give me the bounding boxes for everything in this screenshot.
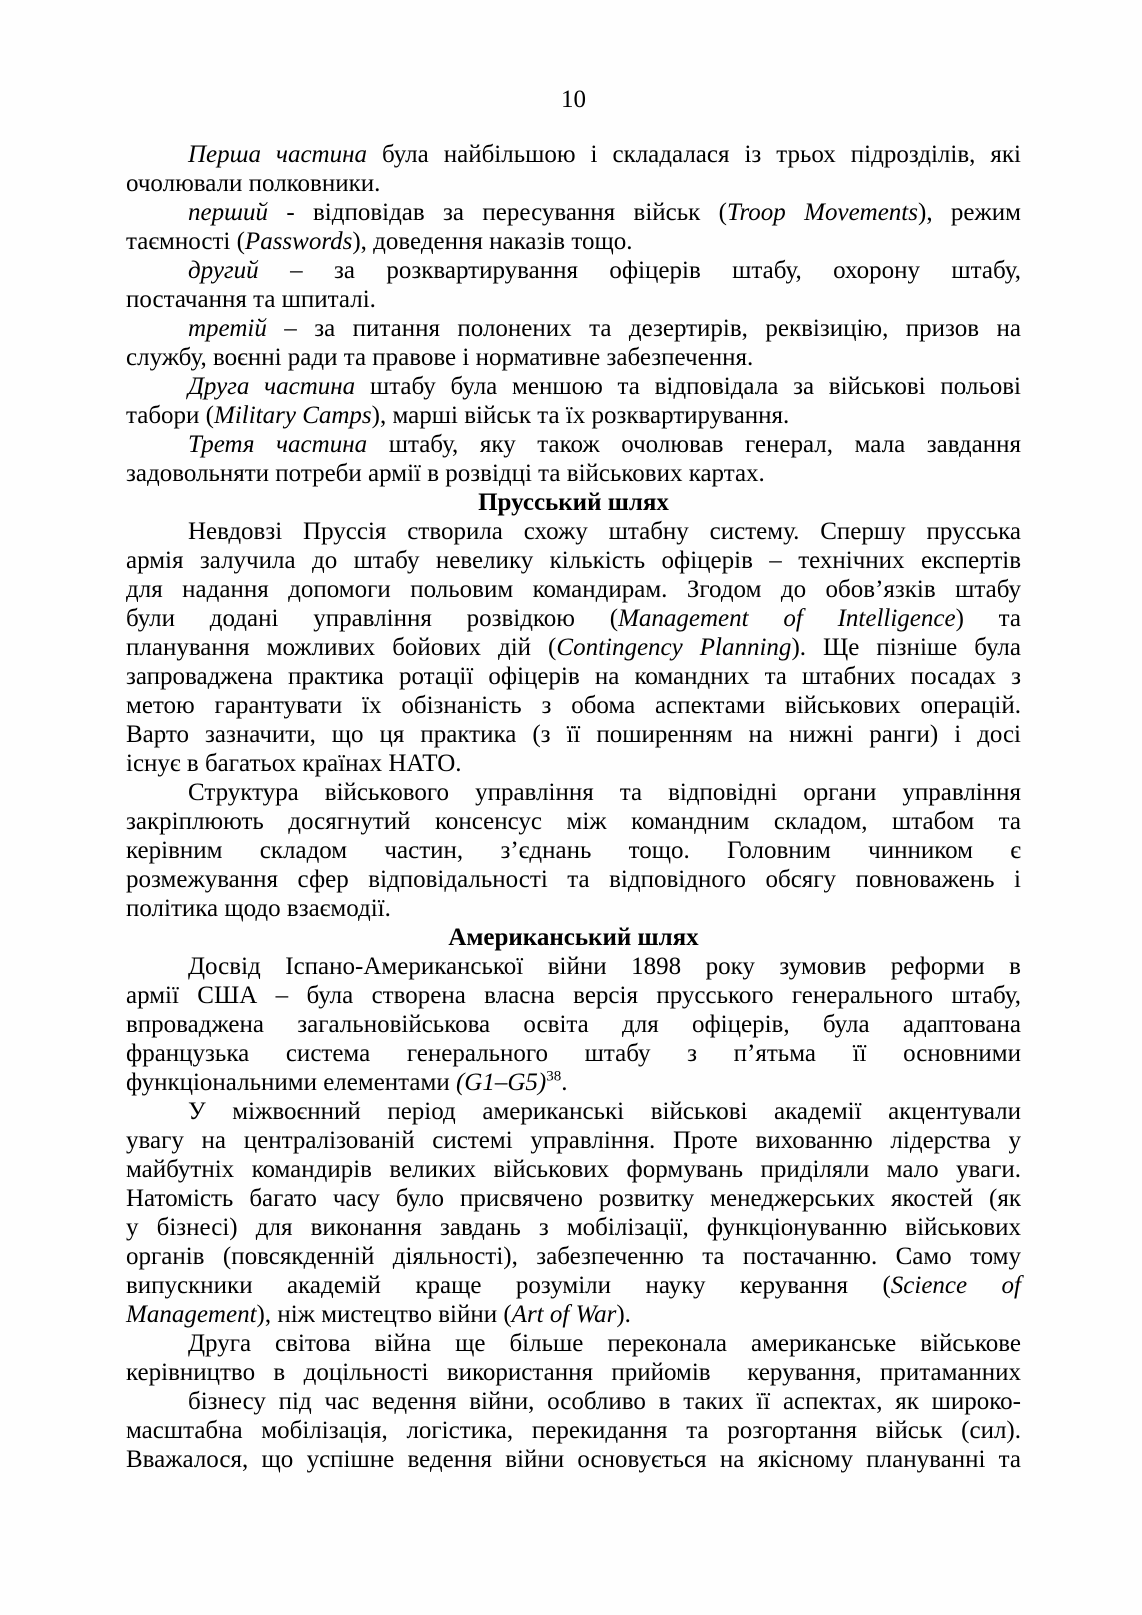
text-line bbox=[126, 807, 1021, 836]
text-run: функціональними елементами bbox=[126, 1069, 456, 1096]
text-line bbox=[126, 517, 1021, 546]
text-line bbox=[126, 1184, 1021, 1213]
text-run: ), режим bbox=[918, 199, 1021, 226]
text-run: – за розквартирування офіцерів штабу, охорону штабу, bbox=[258, 257, 1021, 284]
text-run: майбутніх командирів великих військових формувань приділяли мало уваги. bbox=[126, 1156, 1021, 1183]
text-run: бізнесу під час ведення війни, особливо в таких її аспектах, як широко- bbox=[188, 1388, 1021, 1415]
text-line bbox=[126, 778, 1021, 807]
text-line bbox=[126, 894, 1021, 923]
text-line bbox=[126, 401, 1021, 430]
text-run: Друга світова війна ще більше переконала американське військове bbox=[188, 1330, 1021, 1357]
text-line bbox=[126, 227, 1021, 256]
text-run: Вважалося, що успішне ведення війни основується на якісному плануванні та bbox=[126, 1446, 1021, 1473]
text-line bbox=[126, 981, 1021, 1010]
italic-run: Перша частина bbox=[188, 141, 382, 168]
text-run: існує в багатьох країнах НАТО. bbox=[126, 750, 462, 777]
text-line bbox=[126, 459, 1021, 488]
text-run: були додані управління розвідкою ( bbox=[126, 605, 619, 632]
text-line bbox=[126, 256, 1021, 285]
text-line bbox=[126, 140, 1021, 169]
text-line bbox=[126, 836, 1021, 865]
text-run: запроваджена практика ротації офіцерів на командних та штабних посадах з bbox=[126, 663, 1021, 690]
text-line bbox=[126, 1300, 1021, 1329]
text-run: табори ( bbox=[126, 402, 215, 429]
text-line bbox=[126, 1358, 1021, 1387]
text-line bbox=[126, 1126, 1021, 1155]
text-run: випускники академій краще розуміли науку керування ( bbox=[126, 1272, 891, 1299]
text-line bbox=[126, 1010, 1021, 1039]
section-heading: Американський шлях bbox=[448, 924, 699, 951]
text-run: політика щодо взаємодії. bbox=[126, 895, 391, 922]
italic-run: Contingency Planning bbox=[556, 634, 792, 661]
italic-run: Друга частина bbox=[188, 373, 370, 400]
text-line bbox=[126, 749, 1021, 778]
text-run: ), ніж мистецтво війни ( bbox=[256, 1301, 512, 1328]
text-line bbox=[126, 1039, 1021, 1068]
text-run: для надання допомоги польовим командирам. Згодом до обов’язків штабу bbox=[126, 576, 1021, 603]
footnote-reference: 38 bbox=[546, 1068, 562, 1085]
paragraph bbox=[126, 1387, 1021, 1474]
text-run: розмежування сфер відповідальності та відповідного обсягу повноважень і bbox=[126, 866, 1021, 893]
text-run: Структура військового управління та відповідні органи управління bbox=[188, 779, 1021, 806]
text-line bbox=[126, 662, 1021, 691]
text-run: керівним складом частин, з’єднань тощо. Головним чинником є bbox=[126, 837, 1021, 864]
italic-run: перший bbox=[188, 199, 268, 226]
text-line bbox=[126, 198, 1021, 227]
text-run: . bbox=[561, 1069, 568, 1096]
text-line bbox=[126, 343, 1021, 372]
text-run: У міжвоєнний період американські військові академії акцентували bbox=[188, 1098, 1021, 1125]
italic-run: Management bbox=[126, 1301, 257, 1328]
text-line bbox=[126, 430, 1021, 459]
text-run: армія залучила до штабу невелику кількість офіцерів – технічних експертів bbox=[126, 547, 1021, 574]
text-line bbox=[126, 1329, 1021, 1358]
text-line bbox=[126, 1387, 1021, 1416]
text-run: ). Ще пізніше була bbox=[791, 634, 1021, 661]
text-line bbox=[126, 952, 1021, 981]
paragraph bbox=[126, 1097, 1021, 1329]
text-line bbox=[126, 314, 1021, 343]
text-run: постачання та шпиталі. bbox=[126, 286, 376, 313]
text-run: метою гарантувати їх обізнаність з обома аспектами військових операцій. bbox=[126, 692, 1021, 719]
italic-run: Management of Intelligence bbox=[618, 605, 956, 632]
paragraph bbox=[126, 778, 1021, 923]
text-run: увагу на централізованій системі управління. Проте вихованню лідерства у bbox=[126, 1127, 1021, 1154]
text-run: таємності ( bbox=[126, 228, 245, 255]
italic-run: Troop Movements bbox=[726, 199, 918, 226]
text-run: Варто зазначити, що ця практика (з її поширенням на нижні ранги) і досі bbox=[126, 721, 1021, 748]
italic-run: другий bbox=[188, 257, 259, 284]
italic-run: Третя частина bbox=[188, 431, 389, 458]
text-line bbox=[126, 1416, 1021, 1445]
italic-run: Passwords bbox=[244, 228, 353, 255]
text-line bbox=[126, 169, 1021, 198]
paragraph bbox=[126, 952, 1021, 1097]
page-content bbox=[126, 85, 1021, 1474]
italic-run: Science of bbox=[890, 1272, 1021, 1299]
text-run: була найбільшою і складалася із трьох підрозділів, які bbox=[381, 141, 1021, 168]
text-run: керівництво в доцільності використання прийомів керування, притаманних bbox=[126, 1359, 1021, 1386]
text-line bbox=[126, 720, 1021, 749]
text-line bbox=[126, 546, 1021, 575]
text-run: французька система генерального штабу з п’ятьма її основними bbox=[126, 1040, 1021, 1067]
text-run: очолювали полковники. bbox=[126, 170, 381, 197]
text-run: масштабна мобілізація, логістика, перекидання та розгортання військ (сил). bbox=[126, 1417, 1021, 1444]
paragraph bbox=[126, 140, 1021, 198]
text-line bbox=[126, 1271, 1021, 1300]
text-line bbox=[126, 285, 1021, 314]
italic-run: (G1–G5) bbox=[455, 1069, 547, 1096]
text-line bbox=[126, 1242, 1021, 1271]
text-run: штабу, яку також очолював генерал, мала завдання bbox=[388, 431, 1021, 458]
text-line bbox=[126, 1445, 1021, 1474]
text-line bbox=[126, 575, 1021, 604]
page-number: 10 bbox=[561, 86, 586, 113]
text-line bbox=[126, 1068, 1021, 1097]
paragraph bbox=[126, 372, 1021, 430]
text-line bbox=[126, 1213, 1021, 1242]
text-run: планування можливих бойових дій ( bbox=[126, 634, 557, 661]
text-line bbox=[126, 604, 1021, 633]
text-run: - відповідав за пересування військ ( bbox=[267, 199, 727, 226]
text-run: Натомість багато часу було присвячено розвитку менеджерських якостей (як bbox=[126, 1185, 1021, 1212]
paragraph bbox=[126, 517, 1021, 778]
paragraph bbox=[126, 430, 1021, 488]
text-run: Досвід Іспано-Американської війни 1898 року зумовив реформи в bbox=[188, 953, 1021, 980]
italic-run: третій bbox=[188, 315, 267, 342]
text-line bbox=[126, 865, 1021, 894]
text-run: задовольняти потреби армії в розвідці та військових картах. bbox=[126, 460, 765, 487]
text-line bbox=[126, 633, 1021, 662]
text-line bbox=[126, 1155, 1021, 1184]
paragraph bbox=[126, 198, 1021, 256]
text-line bbox=[126, 691, 1021, 720]
document-body bbox=[126, 140, 1021, 1474]
section-heading: Прусський шлях bbox=[478, 489, 669, 516]
paragraph bbox=[126, 314, 1021, 372]
paragraph bbox=[126, 256, 1021, 314]
text-run: Невдовзі Пруссія створила схожу штабну систему. Спершу прусська bbox=[188, 518, 1021, 545]
italic-run: Art of War bbox=[511, 1301, 617, 1328]
text-run: ), доведення наказів тощо. bbox=[352, 228, 633, 255]
text-run: ) та bbox=[955, 605, 1021, 632]
text-run: органів (повсякденній діяльності), забезпеченню та постачанню. Само тому bbox=[126, 1243, 1021, 1270]
text-run: впроваджена загальновійськова освіта для офіцерів, була адаптована bbox=[126, 1011, 1021, 1038]
text-run: ), марші військ та їх розквартирування. bbox=[371, 402, 790, 429]
text-run: армії США – була створена власна версія прусського генерального штабу, bbox=[126, 982, 1021, 1009]
text-line bbox=[126, 1097, 1021, 1126]
text-run: закріплюють досягнутий консенсус між командним складом, штабом та bbox=[126, 808, 1021, 835]
paragraph bbox=[126, 1329, 1021, 1387]
text-run: ). bbox=[616, 1301, 631, 1328]
text-run: – за питання полонених та дезертирів, реквізицію, призов на bbox=[266, 315, 1021, 342]
text-run: штабу була меншою та відповідала за військові польові bbox=[369, 373, 1022, 400]
italic-run: Military Camps bbox=[214, 402, 372, 429]
text-line bbox=[126, 372, 1021, 401]
text-run: службу, воєнні ради та правове і нормативне забезпечення. bbox=[126, 344, 754, 371]
text-run: у бізнесі) для виконання завдань з мобілізації, функціонуванню військових bbox=[126, 1214, 1021, 1241]
